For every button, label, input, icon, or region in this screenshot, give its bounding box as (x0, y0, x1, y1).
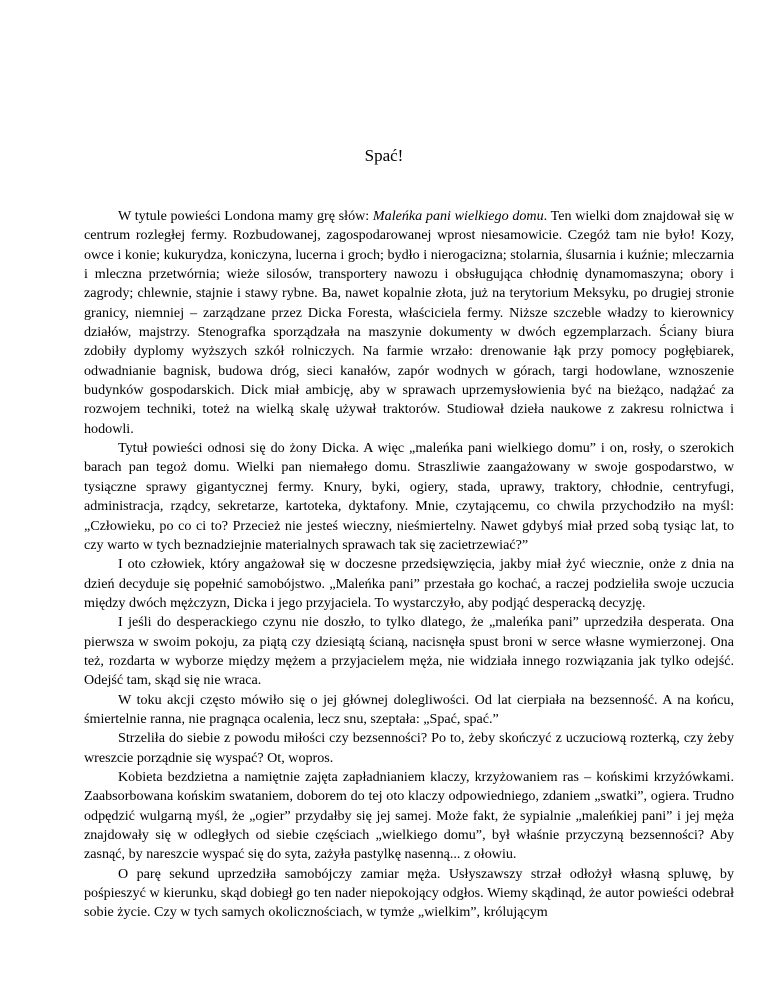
document-body (84, 207, 734, 923)
paragraph-3: I oto człowiek, który angażował się w doczesne przedsięwzięcia, jakby miał żyć wiecznie, onże z dnia na dzień decyduje się popełnić samobójstwo. „Maleńka pani” przestała go kochać, a raczej podzieliła swoje uczucia między dwóch mężczyzn, Dicka i jego przyjaciela. To wystarczyło, aby podjąć desperacką decyzję. (84, 556, 734, 611)
paragraph-8: O parę sekund uprzedziła samobójczy zamiar męża. Usłyszawszy strzał odłożył własną spluwę, by pośpieszyć w kierunku, skąd dobiegł go ten nader niepokojący odgłos. Wiemy skądinąd, że autor powieści odebrał sobie życie. Czy w tych samych okolicznościach, w tymże „wielkim”, królującym (84, 865, 734, 921)
paragraph-1-rest: . Ten wielki dom znajdował się w centrum rozległej fermy. Rozbudowanej, zagospodarowanej wprost niesamowicie. Czegóż tam nie było! Kozy, owce i konie; kukurydza, koniczyna, lucerna i groch; bydło i nierogacizna; stolarnia, ślusarnia i kuźnie; mleczarnia i mleczna przetwórnia; wieże silosów, transportery nawozu i obsługująca chłodnię dynamomaszyna; obory i zagrody; chlewnie, stajnie i stawy rybne. Ba, nawet kopalnie złota, już na terytorium Meksyku, po drugiej stronie granicy, niemniej – zarządzane przez Dicka Foresta, właściciela fermy. Niższe szczeble władzy to kierownicy działów, majstrzy. Stenografka sporządzała na maszynie dokumenty w dwóch egzemplarzach. Ściany biura zdobiły dyplomy wyższych szkół rolniczych. Na farmie wrzało: drenowanie łąk przy pomocy pogłębiarek, odwadnianie bagnisk, budowa dróg, sieci kanałów, zapór wodnych w górach, targi hodowlane, wznoszenie budynków gospodarskich. Dick miał ambicję, aby w sprawach uprzemysłowienia być na bieżąco, nadążać za rozwojem techniki, toteż na wielką skalę używał traktorów. Studiował dzieła naukowe z zakresu rolnictwa i hodowli. (84, 208, 734, 437)
book-title-italic: Maleńka pani wielkiego domu (372, 208, 544, 224)
paragraph-2: Tytuł powieści odnosi się do żony Dicka. A więc „maleńka pani wielkiego domu” i on, rosły, o szerokich barach pan tegoż domu. Wielki pan niemałego domu. Straszliwie zaangażowany w swoje gospodarstwo, w tysiączne sprawy gigantycznej fermy. Knury, byki, ogiery, stada, uprawy, traktory, chłodnie, centryfugi, administracja, rządcy, sekretarze, kartoteka, dyktafony. Mnie, czytającemu, co chwila przychodziło na myśl: „Człowieku, po co ci to? Przecież nie jesteś wieczny, nieśmiertelny. Nawet gdybyś miał przed sobą tysiąc lat, to czy warto w tych beznadziejnie materialnych sprawach tak się zacietrzewiać?” (84, 440, 734, 553)
paragraph-4: I jeśli do desperackiego czynu nie doszło, to tylko dlatego, że „maleńka pani” uprzedziła desperata. Ona pierwsza w swoim pokoju, za piątą czy dziesiątą ścianą, nacisnęła spust broni w serce własne wymierzonej. Ona też, rozdarta w wyborze między mężem a przyjacielem męża, nie widziała innego rozwiązania jak tylko odejść. Odejść tam, skąd się nie wraca. (84, 614, 734, 689)
paragraph-5: W toku akcji często mówiło się o jej głównej dolegliwości. Od lat cierpiała na bezsenność. A na końcu, śmiertelnie ranna, nie pragnąca ocalenia, lecz snu, szeptała: „Spać, spać.” (84, 691, 734, 727)
paragraph-1-intro: W tytule powieści Londona mamy grę słów: (118, 208, 373, 224)
paragraph-7: Kobieta bezdzietna a namiętnie zajęta zapładnianiem klaczy, krzyżowaniem ras – końskimi krzyżówkami. Zaabsorbowana końskim swataniem, doborem do tej oto klaczy odpowiedniego, zdaniem „swatki”, ogiera. Trudno odpędzić wulgarną myśl, że „ogier” przydałby się jej samej. Może fakt, że sypialnie „maleńkiej pani” i jej męża znajdowały się w odległych od siebie częściach „wielkiego domu”, był właśnie przyczyną bezsenności? Aby zasnąć, by nareszcie wyspać się do syta, zażyła pastylkę nasenną... z ołowiu. (84, 768, 734, 863)
paragraph-1 (84, 207, 734, 439)
page-title: Spać! (364, 146, 404, 165)
paragraph-6: Strzeliła do siebie z powodu miłości czy bezsenności? Po to, żeby skończyć z uczuciową rozterką, czy żeby wreszcie porządnie się wyspać? Ot, wopros. (84, 730, 734, 766)
